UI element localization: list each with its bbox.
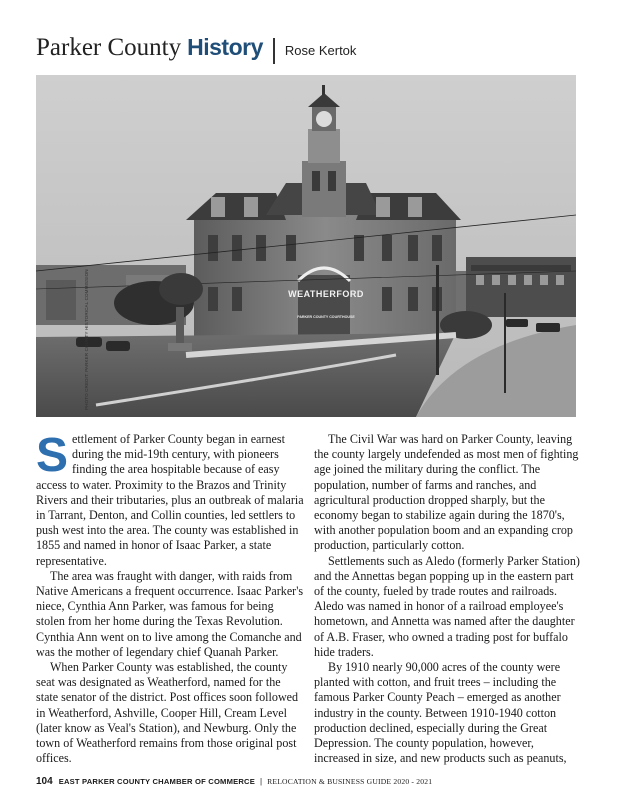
article-column-right — [314, 432, 582, 766]
title-county: Parker County — [36, 34, 182, 61]
author-name: Rose Kertok — [284, 43, 357, 58]
paragraph-1-text: ettlement of Parker County began in earnest during the mid-19th century, with pioneers finding the area hospitable because of easy access to water. Proximity to the Brazos and Trinity Rivers and their tributaries, plus an outbreak of malaria in Tarrant, Denton, and Collin counties, led settlers to push west into the area. The county was established in 1855 and named in honor of Isaac Parker, a state representative. — [36, 432, 304, 568]
footer-separator: | — [260, 777, 263, 786]
drop-cap: S — [36, 429, 69, 482]
page-number: 104 — [36, 776, 53, 787]
paragraph-1 — [36, 429, 304, 569]
photo-sign-subtext: PARKER COUNTY COURTHOUSE — [297, 315, 355, 319]
title-divider — [273, 38, 275, 64]
title-history: History — [187, 34, 263, 60]
courthouse-photo — [36, 75, 576, 417]
paragraph-5: Settlements such as Aledo (formerly Parker Station) and the Annettas began popping up in the eastern part of the county, fueled by trade routes and railroads. Aledo was named in honor of a railroad employee's hometown, and Annetta was named after the daughter of A.B. Fraser, who owned a trading post for buffalo hide traders. — [314, 553, 580, 659]
paragraph-3: When Parker County was established, the county seat was designated as Weatherford, named for the state senator of the district. Post offices soon followed in Weatherford, Ashville, Cooper Hill, Cream Level (later know as Veal's Station), and Newburg. Only the town of Weatherford remains from those original post offices. — [36, 660, 299, 766]
page-footer — [36, 776, 432, 787]
footer-guide: RELOCATION & BUSINESS GUIDE 2020 - 2021 — [267, 777, 433, 786]
paragraph-6: By 1910 nearly 90,000 acres of the county were planted with cotton, and fruit trees – including the famous Parker County Peach – emerged as another industry in the county. Between 1910-1940 cotton production declined, especially during the Great Depression. The county population, however, increased in size, and new products such as peanuts, — [314, 660, 567, 766]
article-column-left — [36, 429, 304, 766]
page-header — [36, 34, 356, 68]
photo-credit: PHOTO CREDIT: PARKER COUNTY HISTORICAL COMMISSION — [84, 269, 89, 410]
paragraph-4: The Civil War was hard on Parker County, leaving the county largely undefended as most men of fighting age joined the military during the conflict. The population, number of farms and ranches, and agricultural production dropped sharply, but the economy began to stabilize again during the 1870's, with another population boom and an expanding crop production, particularly cotton. — [314, 432, 579, 553]
footer-chamber: EAST PARKER COUNTY CHAMBER OF COMMERCE — [58, 777, 256, 786]
photo-sign-text: WEATHERFORD — [288, 289, 364, 299]
paragraph-2: The area was fraught with danger, with raids from Native Americans a frequent occurrence. Isaac Parker's niece, Cynthia Ann Parker, was famous for being stolen from her home during the Texas Revolution. Cynthia Ann went on to live among the Comanche and was the mother of legendary chief Quanah Parker. — [36, 568, 304, 659]
